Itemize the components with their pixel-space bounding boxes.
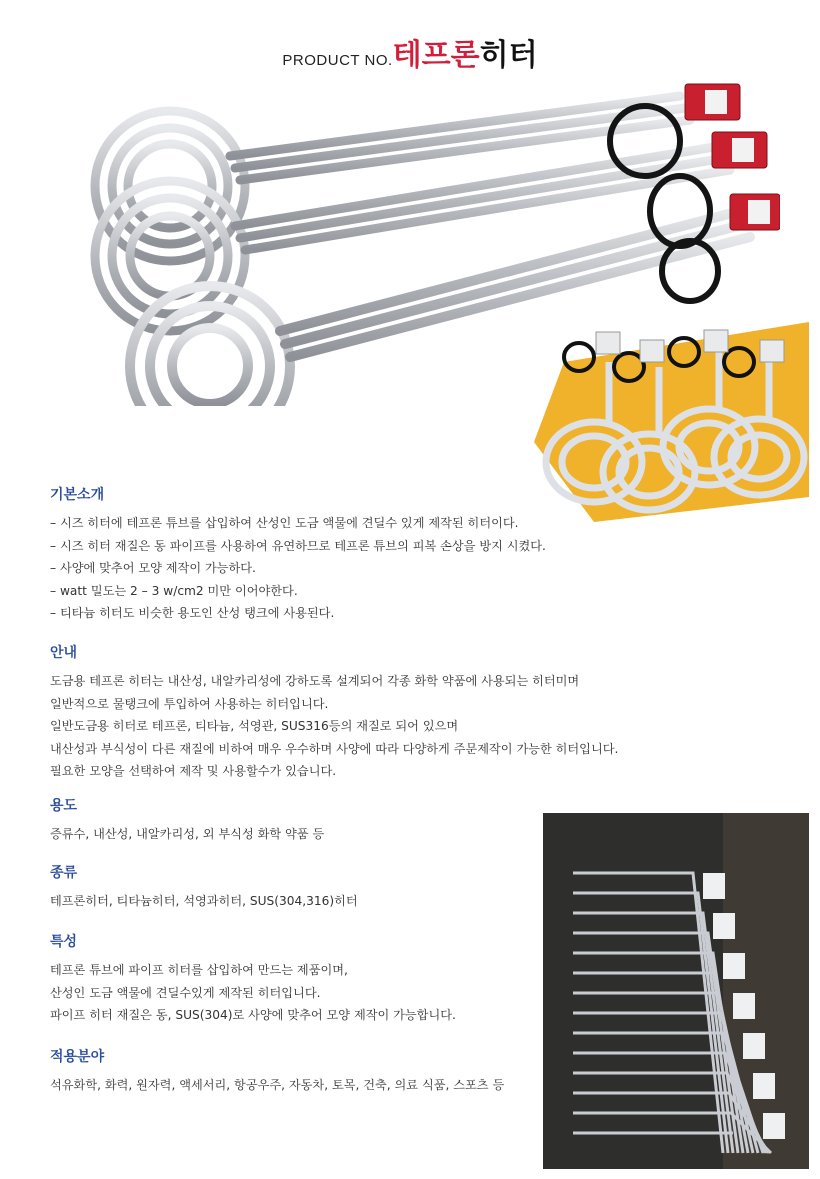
section-features: [50, 931, 456, 1027]
stacked-heaters-photo: [543, 813, 809, 1169]
product-name-rest: 히터: [479, 38, 538, 73]
section-line: 산성인 도금 액물에 견딜수있게 제작된 히터입니다.: [50, 985, 321, 1000]
section-types: [50, 862, 358, 913]
section-intro: [50, 484, 546, 625]
heaters-yellow-photo: [534, 322, 809, 522]
section-line: 일반도금용 히터로 테프론, 티타늄, 석영관, SUS316등의 재질로 되어 있으며: [50, 719, 459, 733]
section-applications: [50, 1046, 504, 1097]
section-line: – 시즈 히터 재질은 동 파이프를 사용하여 유연하므로 테프론 튜브의 피복 손상을 방지 시켰다.: [50, 538, 546, 553]
section-title: 특성: [50, 934, 78, 950]
section-line: 필요한 모양을 선택하여 제작 및 사용할수가 있습니다.: [50, 764, 337, 778]
section-line: 파이프 히터 재질은 동, SUS(304)로 사양에 맞추어 모양 제작이 가능합니다.: [50, 1008, 456, 1022]
section-line: 테프론히터, 티타늄히터, 석영과히터, SUS(304,316)히터: [50, 894, 358, 908]
product-name-highlight: 테프론: [392, 38, 480, 73]
section-title: 종류: [50, 865, 78, 881]
section-line: 석유화학, 화력, 원자력, 액세서리, 항공우주, 자동차, 토목, 건축, 의료 식품, 스포츠 등: [50, 1078, 505, 1092]
section-line: 내산성과 부식성이 다른 재질에 비하여 매우 우수하며 사양에 따라 다양하게 주문제작이 가능한 히터입니다.: [50, 741, 619, 756]
section-title: 기본소개: [50, 487, 105, 503]
section-title: 용도: [50, 798, 78, 814]
product-no-label: PRODUCT NO.: [282, 52, 393, 69]
section-title: 적용분야: [50, 1049, 105, 1065]
section-line: – 사양에 맞추어 모양 제작이 가능하다.: [50, 561, 256, 575]
section-line: 테프론 튜브에 파이프 히터를 삽입하여 만드는 제품이며,: [50, 963, 348, 977]
section-guide: [50, 642, 618, 783]
section-line: 증류수, 내산성, 내알카리성, 외 부식성 화학 약품 등: [50, 827, 325, 841]
section-line: 도금용 테프론 히터는 내산성, 내알카리성에 강하도록 설계되어 각종 화학 약품에 사용되는 히터미며: [50, 674, 580, 688]
section-line: 일반적으로 물탱크에 투입하여 사용하는 히터입니다.: [50, 696, 329, 711]
section-line: – 시즈 히터에 테프론 튜브를 삽입하여 산성인 도금 액물에 견딜수 있게 제작된 히터이다.: [50, 516, 519, 530]
section-title: 안내: [50, 645, 78, 661]
section-line: – 티타늄 히터도 비슷한 용도인 산성 탱크에 사용된다.: [50, 606, 335, 620]
section-usage: [50, 795, 324, 846]
product-title: [0, 30, 820, 74]
section-line: – watt 밀도는 2 – 3 w/cm2 미만 이어야한다.: [50, 583, 298, 598]
